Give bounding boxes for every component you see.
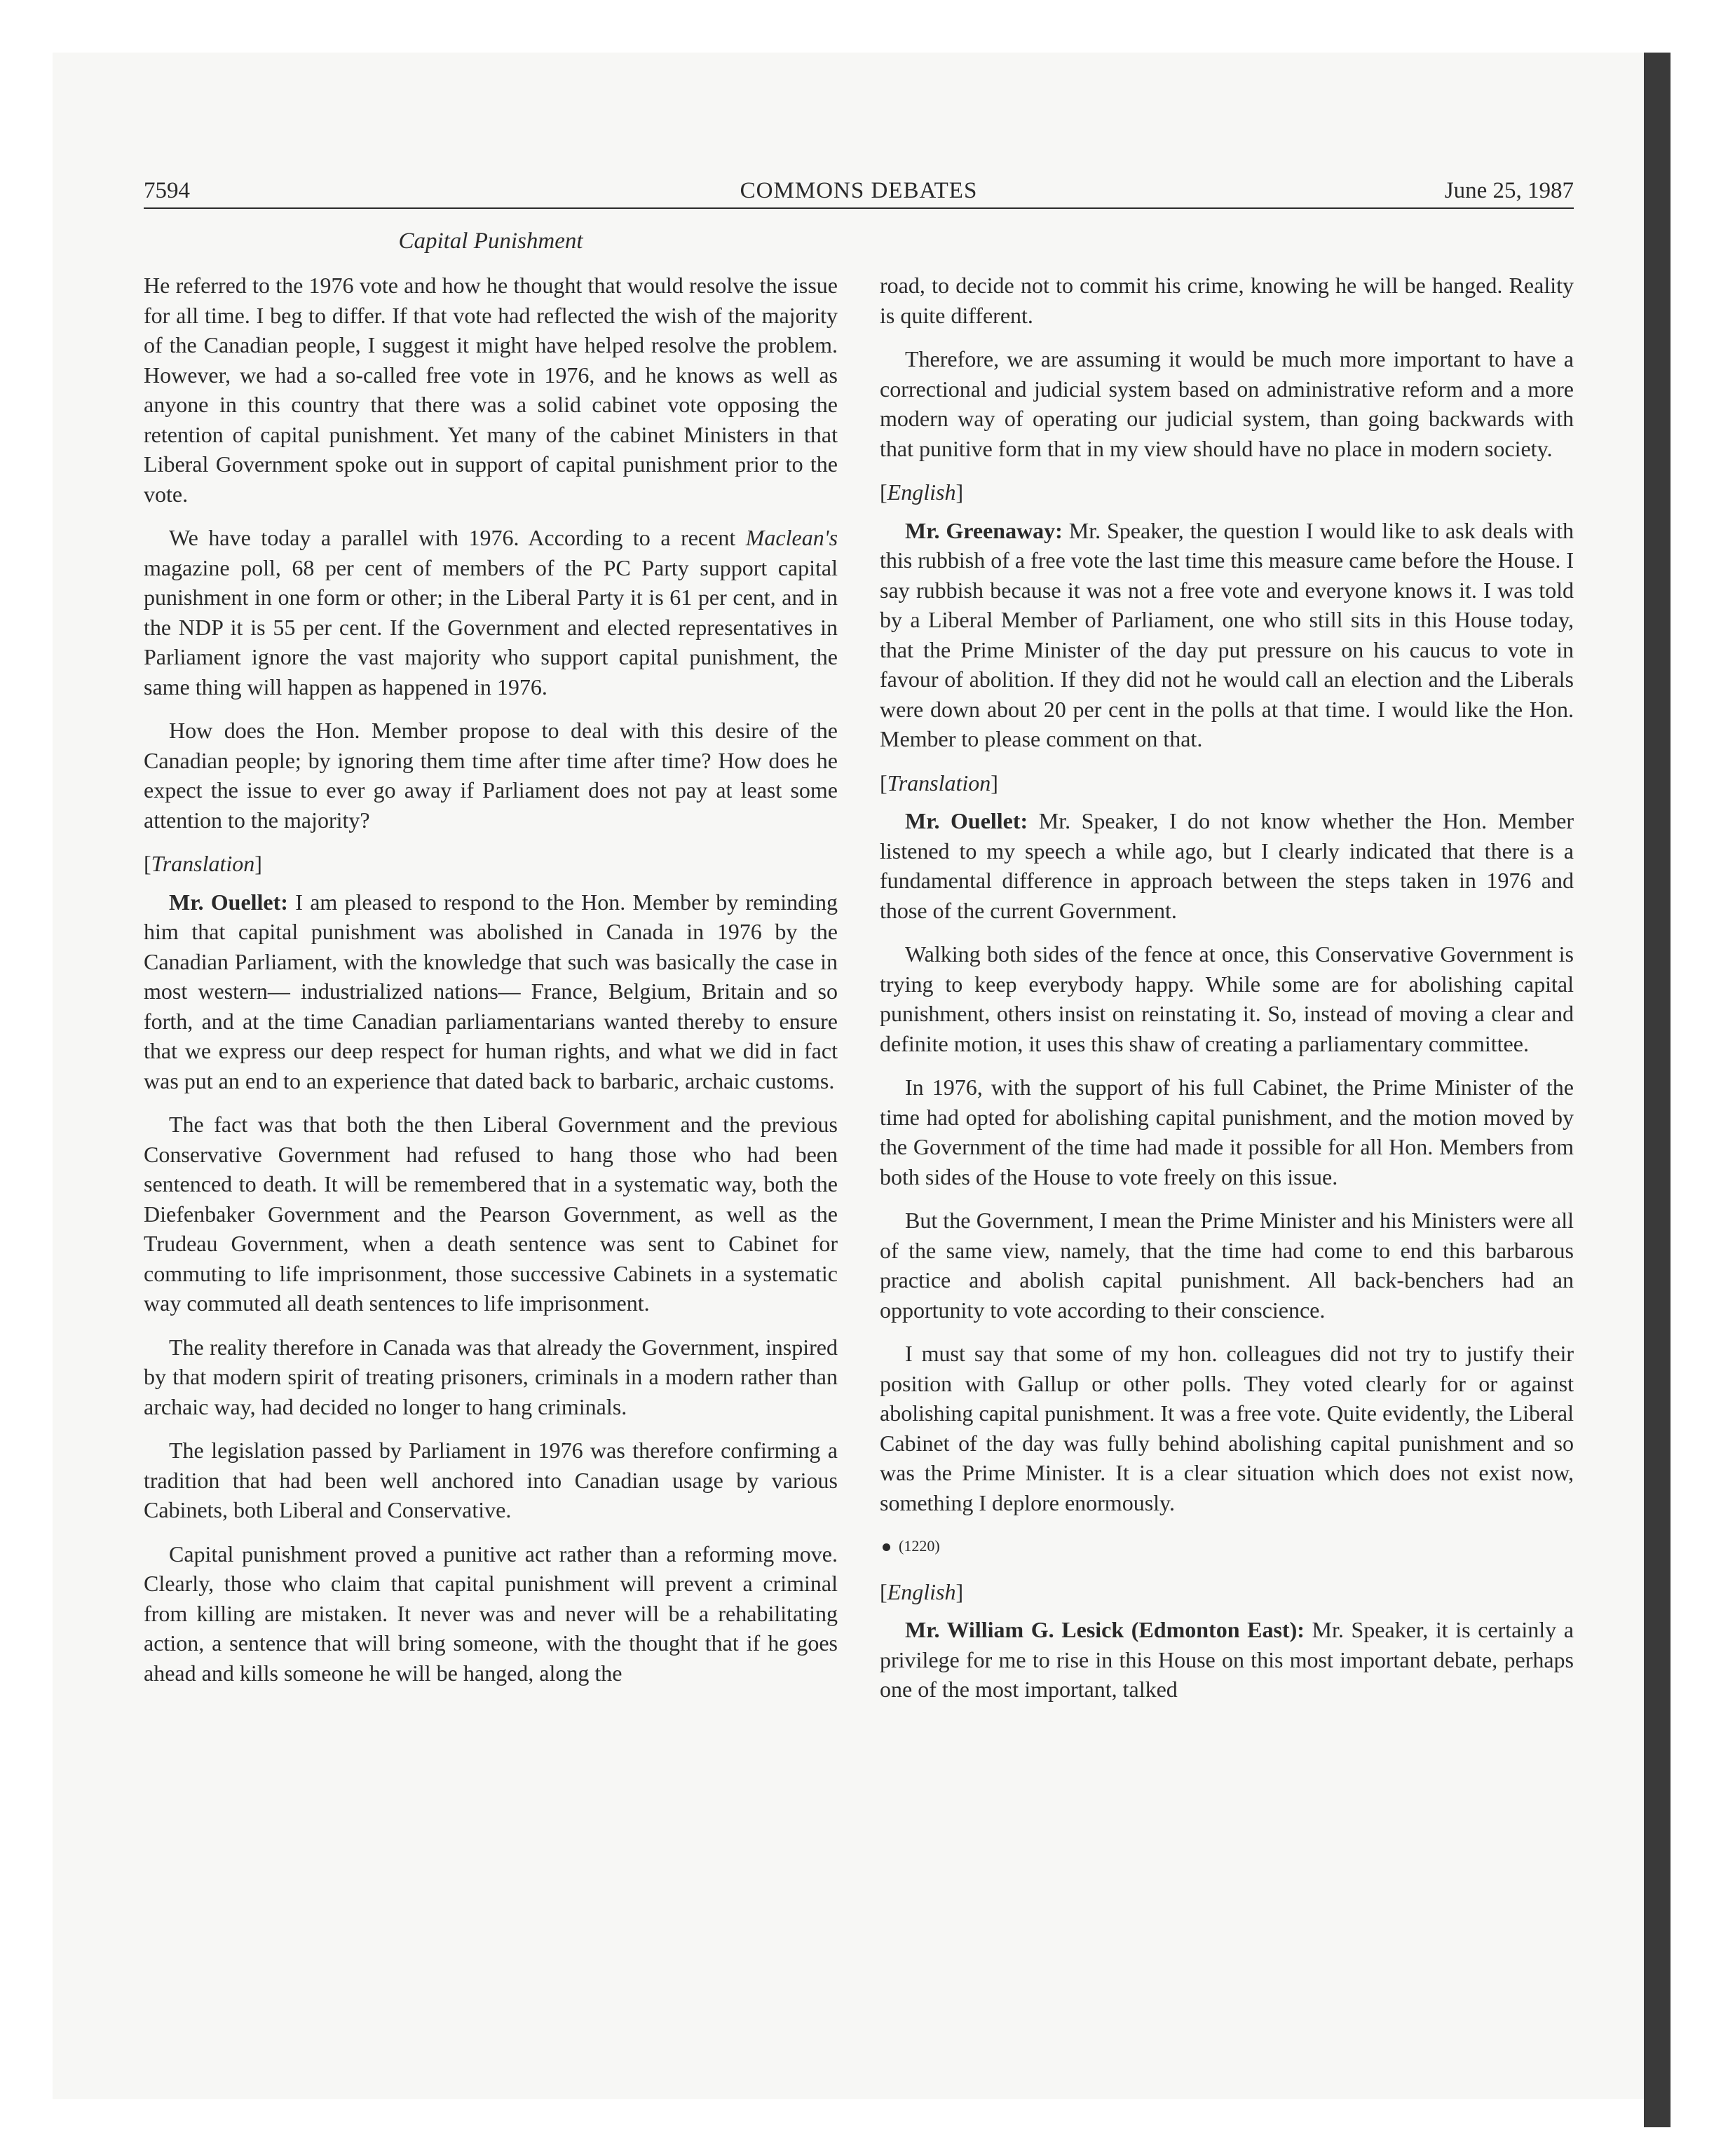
page-number: 7594: [144, 178, 190, 203]
speech-text: I am pleased to respond to the Hon. Member by reminding him that capital punishment was abolished in Canada in 1976 by the Canadian Parliament, with the knowledge that such was basically the case in most western— industrialized nations— France, Belgium, Britain and so forth, and at the time Canadian parliamentarians wanted thereby to ensure that we express our deep respect for human rights, and what we did in fact was put an end to an experience that dated back to barbaric, archaic customs.: [144, 889, 838, 1093]
paragraph-text: We have today a parallel with 1976. According to a recent: [169, 525, 736, 550]
paragraph: [144, 523, 838, 702]
paragraph: Capital punishment proved a punitive act rather than a reforming move. Clearly, those who claim that capital punishment will prevent a criminal from killing are mistaken. It never was and never will be a rehabilitating action, a sentence that will bring someone, with the thought that if he goes ahead and kills someone he will be hanged, along the: [144, 1541, 838, 1686]
speech-text: Mr. Speaker, the question I would like to ask deals with this rubbish of a free vote the last time this measure came before the House. I say rubbish because it was not a free vote and everyone knows it. I was told by a Liberal Member of Parliament, one who still sits in this House today, that the Prime Minister of the day put pressure on his caucus to vote in favour of abolition. If they did not he would call an election and the Liberals were down about 20 per cent in the polls at that time. I would like the Hon. Member to please comment on that.: [880, 517, 1574, 751]
language-label-text: English: [887, 1578, 956, 1604]
speaker-name: Mr. Ouellet:: [169, 889, 288, 915]
speech-paragraph: [880, 516, 1574, 754]
language-label-text: English: [887, 479, 956, 505]
paragraph: How does the Hon. Member propose to deal with this desire of the Canadian people; by ignoring them time after time after time? How does he expect the issue to ever go away if Parliament does not pay at least some attention to the majority?: [144, 718, 838, 833]
language-label: [Translation]: [880, 770, 998, 796]
right-column: [880, 271, 1574, 1719]
speech-paragraph: [880, 806, 1574, 925]
language-label: [Translation]: [144, 851, 262, 876]
paragraph: He referred to the 1976 vote and how he thought that would resolve the issue for all time. I beg to differ. If that vote had reflected the wish of the majority of the Canadian people, I suggest it might have helped resolve the problem. However, we had a so-called free vote in 1976, and he knows as well as anyone in this country that there was a solid cabinet vote opposing the retention of capital punishment. Yet many of the cabinet Ministers in that Liberal Government spoke out in support of capital punishment prior to the vote.: [144, 273, 838, 507]
paragraph: Therefore, we are assuming it would be much more important to have a correctional and judicial system based on administrative reform and a more modern way of operating our judicial system, than going backwards with that punitive form that in my view should have no place in modern society.: [880, 346, 1574, 461]
speech-text: Mr. Speaker, I do not know whether the Hon. Member listened to my speech a while ago, but I clearly indicated that there is a fundamental difference in approach between the steps taken in 1976 and those of the current Government.: [880, 808, 1574, 923]
speech-text: Mr. Speaker, it is certainly a privilege for me to rise in this House on this most important debate, perhaps one of the most important, talked: [880, 1617, 1574, 1702]
language-label-text: Translation: [887, 770, 991, 796]
paragraph: But the Government, I mean the Prime Minister and his Ministers were all of the same view, namely, that the time had come to end this barbarous practice and abolish capital punishment. All back-benchers had an opportunity to vote according to their conscience.: [880, 1208, 1574, 1323]
running-header: [144, 174, 1574, 207]
language-label: [English]: [880, 479, 964, 505]
bullet-icon: [883, 1543, 890, 1551]
speech-paragraph: [880, 1615, 1574, 1705]
header-rule: [144, 207, 1574, 209]
paragraph-text: magazine poll, 68 per cent of members of the PC Party support capital punishment in one form or other; in the Liberal Party it is 61 per cent, and in the NDP it is 55 per cent. If the Government and elected representatives in Parliament ignore the vast majority who support capital punishment, the same thing will happen as happened in 1976.: [144, 554, 838, 700]
time-marker: [880, 1531, 1574, 1562]
paragraph: In 1976, with the support of his full Cabinet, the Prime Minister of the time had opted for abolishing capital punishment, and the motion moved by the Government of the time had made it possible for all Hon. Members from both sides of the House to vote freely on this issue.: [880, 1074, 1574, 1189]
section-title: Capital Punishment: [398, 228, 583, 254]
time-marker-text: (1220): [899, 1537, 940, 1555]
paragraph: The reality therefore in Canada was that already the Government, inspired by that modern spirit of treating prisoners, criminals in a modern rather than archaic way, had decided no longer to hang criminals.: [144, 1334, 838, 1419]
paragraph: I must say that some of my hon. colleagues did not try to justify their position with Gallup or other polls. They voted clearly for or against abolishing capital punishment. It was a free vote. Quite evidently, the Liberal Cabinet of the day was fully behind abolishing capital punishment and so was the Prime Minister. It is a clear situation which does not exist now, something I deplore enormously.: [880, 1341, 1574, 1515]
language-label-text: Translation: [151, 851, 255, 876]
scan-edge-strip: [1644, 53, 1671, 2127]
paragraph: The legislation passed by Parliament in 1976 was therefore confirming a tradition that had been well anchored into Canadian usage by various Cabinets, both Liberal and Conservative.: [144, 1438, 838, 1522]
speech-paragraph: [144, 887, 838, 1096]
magazine-name: Maclean's: [745, 525, 838, 550]
paragraph: The fact was that both the then Liberal Government and the previous Conservative Government had refused to hang those who had been sentenced to death. It will be remembered that in a systematic way, both the Diefenbaker Government and the Pearson Government, as well as the Trudeau Government, when a death sentence was sent to Cabinet for commuting to life imprisonment, those successive Cabinets in a systematic way commuted all death sentences to life imprisonment.: [144, 1112, 838, 1316]
publication-title: COMMONS DEBATES: [740, 178, 978, 203]
speaker-name: Mr. Greenaway:: [905, 517, 1063, 543]
language-label: [English]: [880, 1578, 964, 1604]
speaker-name: Mr. Ouellet:: [905, 808, 1028, 833]
paragraph: Walking both sides of the fence at once, this Conservative Government is trying to keep everybody happy. While some are for abolishing capital punishment, others insist on reinstating it. So, instead of moving a clear and definite motion, it uses this shaw of creating a parliamentary committee.: [880, 941, 1574, 1056]
paragraph: road, to decide not to commit his crime, knowing he will be hanged. Reality is quite different.: [880, 273, 1574, 328]
publication-date: June 25, 1987: [1444, 178, 1574, 203]
speaker-name: Mr. William G. Lesick (Edmonton East):: [905, 1617, 1305, 1642]
left-column: [144, 271, 838, 1702]
